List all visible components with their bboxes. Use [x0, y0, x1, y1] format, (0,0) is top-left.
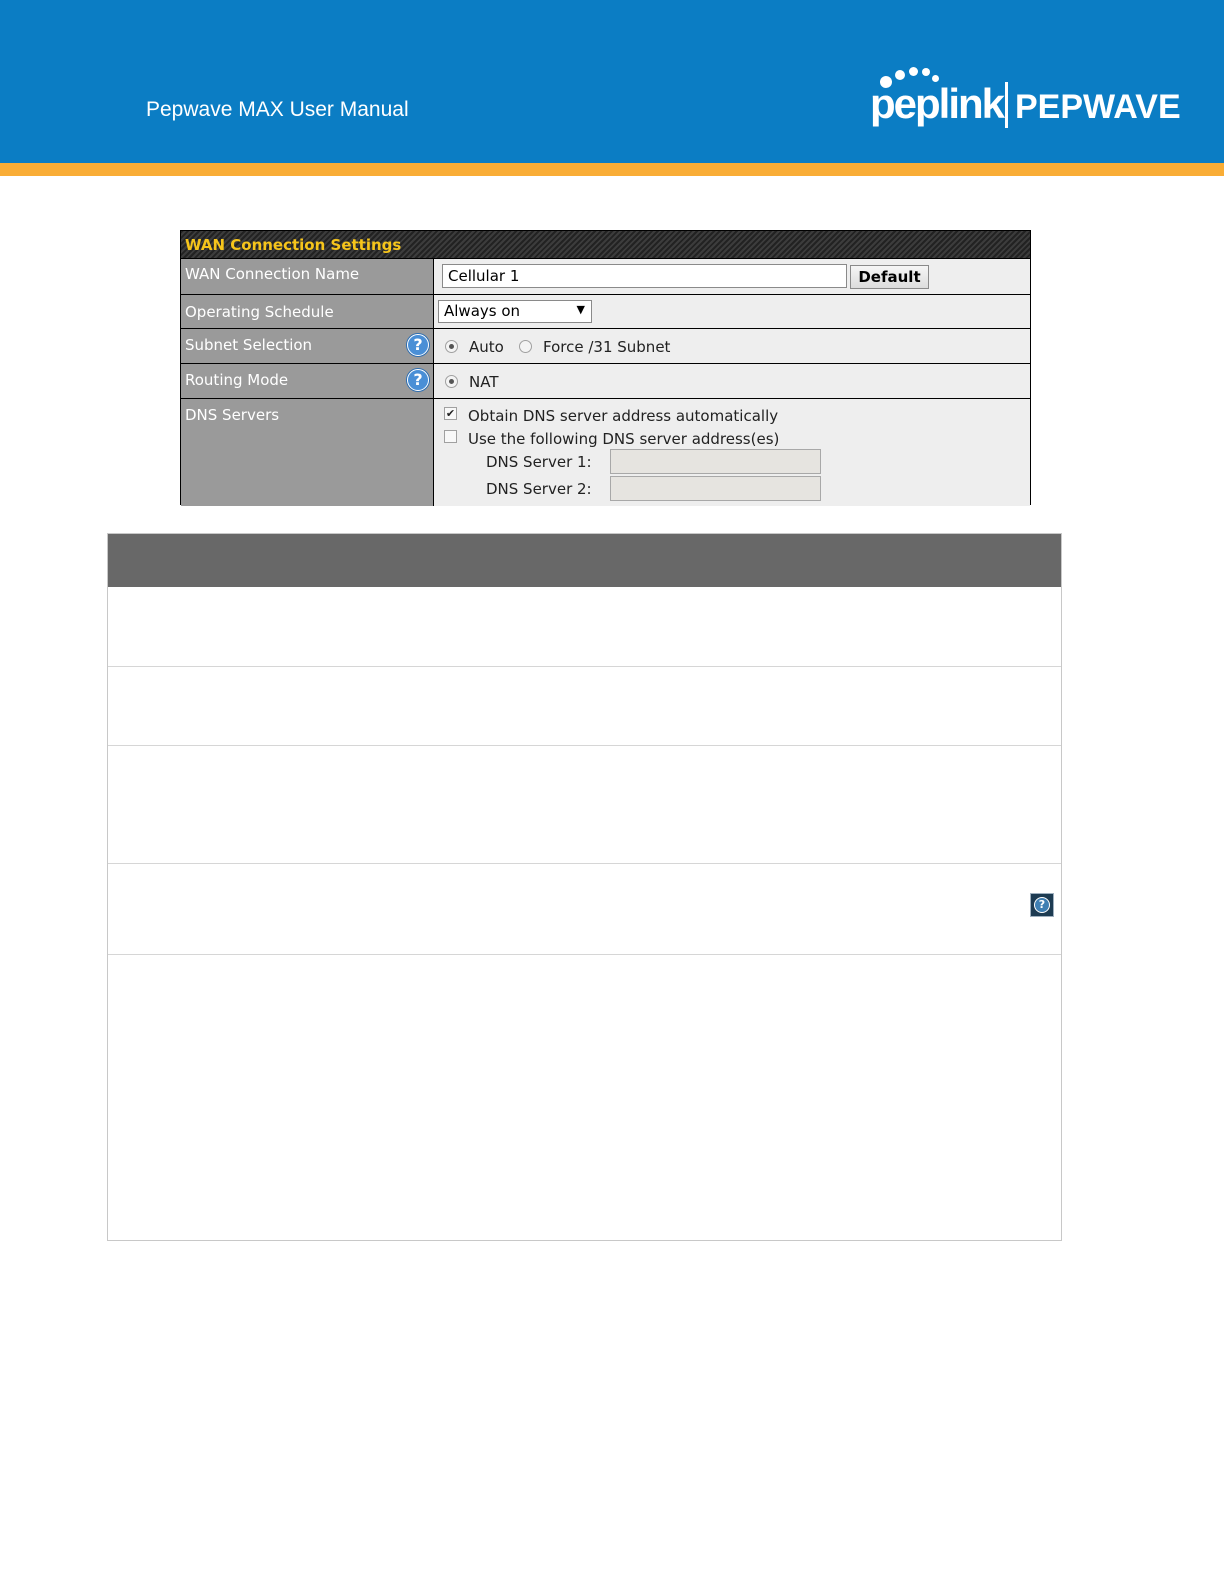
- row-subnet-selection: [181, 329, 1030, 364]
- row-routing-mode: [181, 364, 1030, 399]
- routing-nat-label: NAT: [469, 373, 499, 391]
- routing-nat-radio[interactable]: [445, 375, 458, 388]
- row-label-cell: [181, 259, 434, 294]
- dns-server-1-label: DNS Server 1:: [486, 453, 592, 471]
- row-value-cell: [434, 329, 1030, 363]
- dns-manual-checkbox[interactable]: [444, 430, 457, 443]
- subnet-force31-radio[interactable]: [519, 340, 532, 353]
- description-table-header: [108, 534, 1061, 587]
- row-dns-servers: [181, 399, 1030, 506]
- wan-connection-settings-panel: [180, 230, 1031, 505]
- subnet-auto-label: Auto: [469, 338, 504, 356]
- row-label-cell: [181, 399, 434, 506]
- panel-header: [181, 231, 1030, 259]
- subnet-selection-label: Subnet Selection: [185, 336, 313, 354]
- routing-mode-help-icon[interactable]: ?: [407, 369, 429, 391]
- routing-mode-label: Routing Mode: [185, 371, 289, 389]
- dropdown-arrow-icon: ▼: [576, 303, 585, 316]
- table-row: [108, 587, 1061, 667]
- dns-server-1-input[interactable]: [610, 449, 821, 474]
- subnet-auto-radio[interactable]: [445, 340, 458, 353]
- table-row: [108, 864, 1061, 955]
- dns-auto-label: Obtain DNS server address automatically: [468, 407, 779, 425]
- operating-schedule-select[interactable]: [438, 300, 592, 323]
- row-wan-connection-name: [181, 259, 1030, 295]
- table-row: [108, 746, 1061, 864]
- table-row: [108, 667, 1061, 746]
- logo-divider: [1005, 82, 1008, 128]
- default-button[interactable]: Default: [850, 265, 929, 289]
- question-circle-icon: ?: [1030, 893, 1054, 917]
- dns-server-2-input[interactable]: [610, 476, 821, 501]
- wan-connection-name-input[interactable]: Cellular 1: [442, 264, 847, 288]
- row-label-cell: [181, 295, 434, 328]
- row-value-cell: [434, 399, 1030, 506]
- logo-peplink-text: peplink: [870, 80, 1004, 127]
- row-value-cell: [434, 364, 1030, 398]
- operating-schedule-label: Operating Schedule: [185, 303, 334, 321]
- row-operating-schedule: [181, 295, 1030, 329]
- row-value-cell: [434, 259, 1030, 294]
- row-label-cell: [181, 329, 434, 363]
- dns-manual-label: Use the following DNS server address(es): [468, 430, 780, 448]
- panel-title: WAN Connection Settings: [185, 236, 402, 254]
- logo-pepwave-text: PEPWAVE: [1015, 88, 1181, 126]
- header-banner: [0, 0, 1224, 163]
- wan-connection-name-label: WAN Connection Name: [185, 265, 360, 283]
- subnet-selection-help-icon[interactable]: ?: [407, 334, 429, 356]
- subnet-force31-label: Force /31 Subnet: [543, 338, 671, 356]
- dns-auto-checkbox[interactable]: ✔: [445, 407, 456, 420]
- description-table: [107, 533, 1062, 1241]
- row-value-cell: [434, 295, 1030, 328]
- dns-server-2-label: DNS Server 2:: [486, 480, 592, 498]
- manual-title: Pepwave MAX User Manual: [146, 98, 409, 121]
- dns-servers-label: DNS Servers: [185, 406, 280, 424]
- row-label-cell: [181, 364, 434, 398]
- banner-accent-stripe: [0, 163, 1224, 176]
- operating-schedule-selected: Always on: [444, 302, 521, 320]
- table-row: [108, 955, 1061, 1240]
